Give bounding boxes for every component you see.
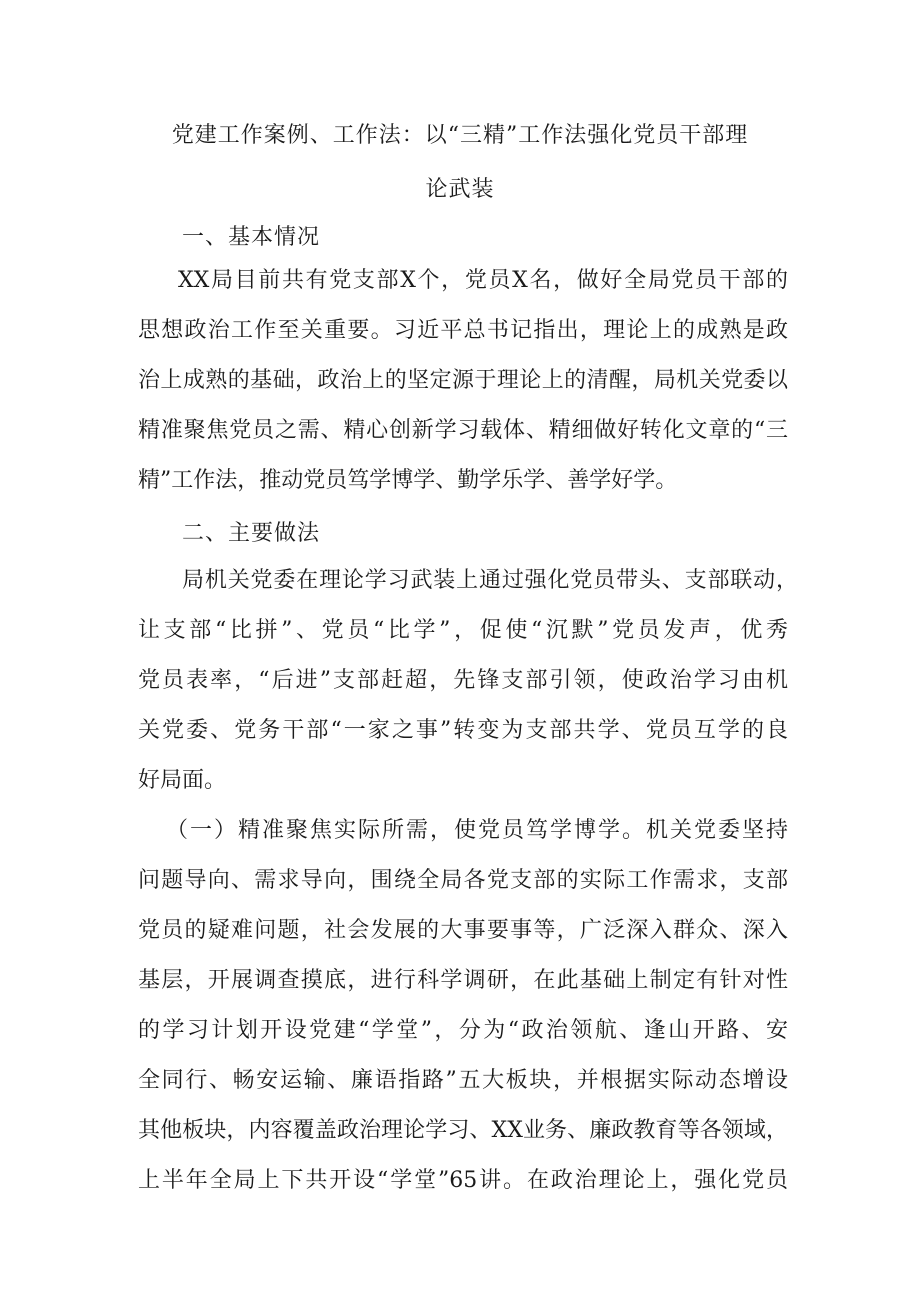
paragraph-line: 局机关党委在理论学习武装上通过强化党员带头、支部联动， bbox=[182, 568, 798, 593]
paragraph-line: （一）精准聚焦实际所需，使党员笃学博学。机关党委坚持 bbox=[166, 818, 788, 843]
document-title-line-1: 党建工作案例、工作法：以“三精”工作法强化党员干部理 bbox=[171, 123, 749, 148]
paragraph-line: 党员的疑难问题，社会发展的大事要事等，广泛深入群众、深入 bbox=[138, 918, 788, 943]
section-heading-methods: 二、主要做法 bbox=[182, 521, 321, 546]
document-title-line-2: 论武装 bbox=[425, 177, 495, 202]
paragraph-line: 思想政治工作至关重要。习近平总书记指出，理论上的成熟是政 bbox=[138, 318, 788, 343]
section-heading-basic: 一、基本情况 bbox=[182, 225, 321, 250]
paragraph-line: 好局面。 bbox=[138, 768, 227, 793]
paragraph-line: 党员表率，“后进”支部赶超，先锋支部引领，使政治学习由机 bbox=[138, 668, 788, 693]
paragraph-line: 问题导向、需求导向，围绕全局各党支部的实际工作需求，支部 bbox=[138, 868, 788, 893]
paragraph-line: 让支部“比拼”、党员“比学”，促使“沉默”党员发声，优秀 bbox=[138, 618, 788, 643]
paragraph-line: 精准聚焦党员之需、精心创新学习载体、精细做好转化文章的“三 bbox=[138, 418, 788, 443]
paragraph-line: 精”工作法，推动党员笃学博学、勤学乐学、善学好学。 bbox=[138, 468, 678, 493]
paragraph-line: 全同行、畅安运输、廉语指路”五大板块，并根据实际动态增设 bbox=[138, 1068, 788, 1093]
paragraph-line: 关党委、党务干部“一家之事”转变为支部共学、党员互学的良 bbox=[138, 718, 788, 743]
paragraph-line: XX局目前共有党支部X个，党员X名，做好全局党员干部的 bbox=[178, 268, 788, 293]
paragraph-line: 治上成熟的基础，政治上的坚定源于理论上的清醒，局机关党委以 bbox=[138, 368, 788, 393]
paragraph-line: 基层，开展调查摸底，进行科学调研，在此基础上制定有针对性 bbox=[138, 968, 788, 993]
paragraph-line: 上半年全局上下共开设“学堂”65讲。在政治理论上，强化党员 bbox=[138, 1168, 788, 1193]
paragraph-line: 其他板块，内容覆盖政治理论学习、XX业务、廉政教育等各领域， bbox=[138, 1118, 788, 1143]
paragraph-line: 的学习计划开设党建“学堂”，分为“政治领航、逢山开路、安 bbox=[138, 1018, 788, 1043]
